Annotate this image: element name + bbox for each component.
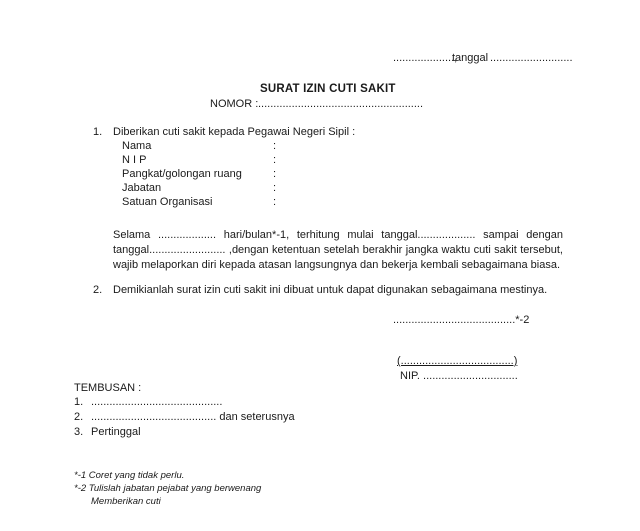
field-label-jabatan: Jabatan <box>122 182 162 194</box>
field-label-pangkat: Pangkat/golongan ruang <box>122 168 242 180</box>
tembusan-item: ........................................... <box>91 396 223 408</box>
paragraph-line: Selama ................... hari/bulan*-1, terhitung mulai tanggal................... sampai dengan <box>113 229 563 241</box>
date-label: tanggal <box>452 52 489 64</box>
paragraph-line: wajib melaporkan diri kepada atasan langsungnya dan bekerja kembali sebagaimana biasa. <box>113 259 561 271</box>
footnote-2-continued: Memberikan cuti <box>91 496 161 507</box>
leave-paragraph <box>113 228 563 273</box>
field-colon: : <box>273 168 277 180</box>
nomor-label: NOMOR : <box>210 98 259 110</box>
footnote-2: *-2 Tulislah jabatan pejabat yang berwenang <box>74 483 262 494</box>
footnote-1: *-1 Coret yang tidak perlu. <box>74 470 185 481</box>
field-colon: : <box>273 182 277 194</box>
signatory-name-blank: (.....................................) <box>397 355 518 367</box>
tembusan-number: 3. <box>74 426 84 438</box>
item2-text: Demikianlah surat izin cuti sakit ini dibuat untuk dapat digunakan sebagaimana mestinya. <box>113 284 548 296</box>
tembusan-item: Pertinggal <box>91 426 141 438</box>
paragraph-line: tanggal......................... ,dengan ketentuan setelah berakhir jangka waktu cuti sakit tersebut, <box>113 244 563 256</box>
signatory-nip: NIP. ............................... <box>400 370 518 382</box>
field-colon: : <box>273 196 277 208</box>
place-blank: ...................., <box>393 52 458 64</box>
document-title: SURAT IZIN CUTI SAKIT <box>260 83 396 95</box>
item1-number: 1. <box>93 126 103 138</box>
tembusan-title: TEMBUSAN : <box>74 382 142 394</box>
field-label-nama: Nama <box>122 140 152 152</box>
tembusan-number: 1. <box>74 396 84 408</box>
field-colon: : <box>273 154 277 166</box>
field-label-nip: N I P <box>122 154 147 166</box>
position-blank: ........................................*-2 <box>393 314 530 326</box>
tembusan-item: ......................................... dan seterusnya <box>91 411 295 423</box>
field-label-satuan: Satuan Organisasi <box>122 196 213 208</box>
item2-number: 2. <box>93 284 103 296</box>
date-blank: ........................... <box>490 52 573 64</box>
nomor-blank: ...................................................... <box>258 98 424 110</box>
item1-intro: Diberikan cuti sakit kepada Pegawai Negeri Sipil : <box>113 126 356 138</box>
tembusan-number: 2. <box>74 411 84 423</box>
field-colon: : <box>273 140 277 152</box>
